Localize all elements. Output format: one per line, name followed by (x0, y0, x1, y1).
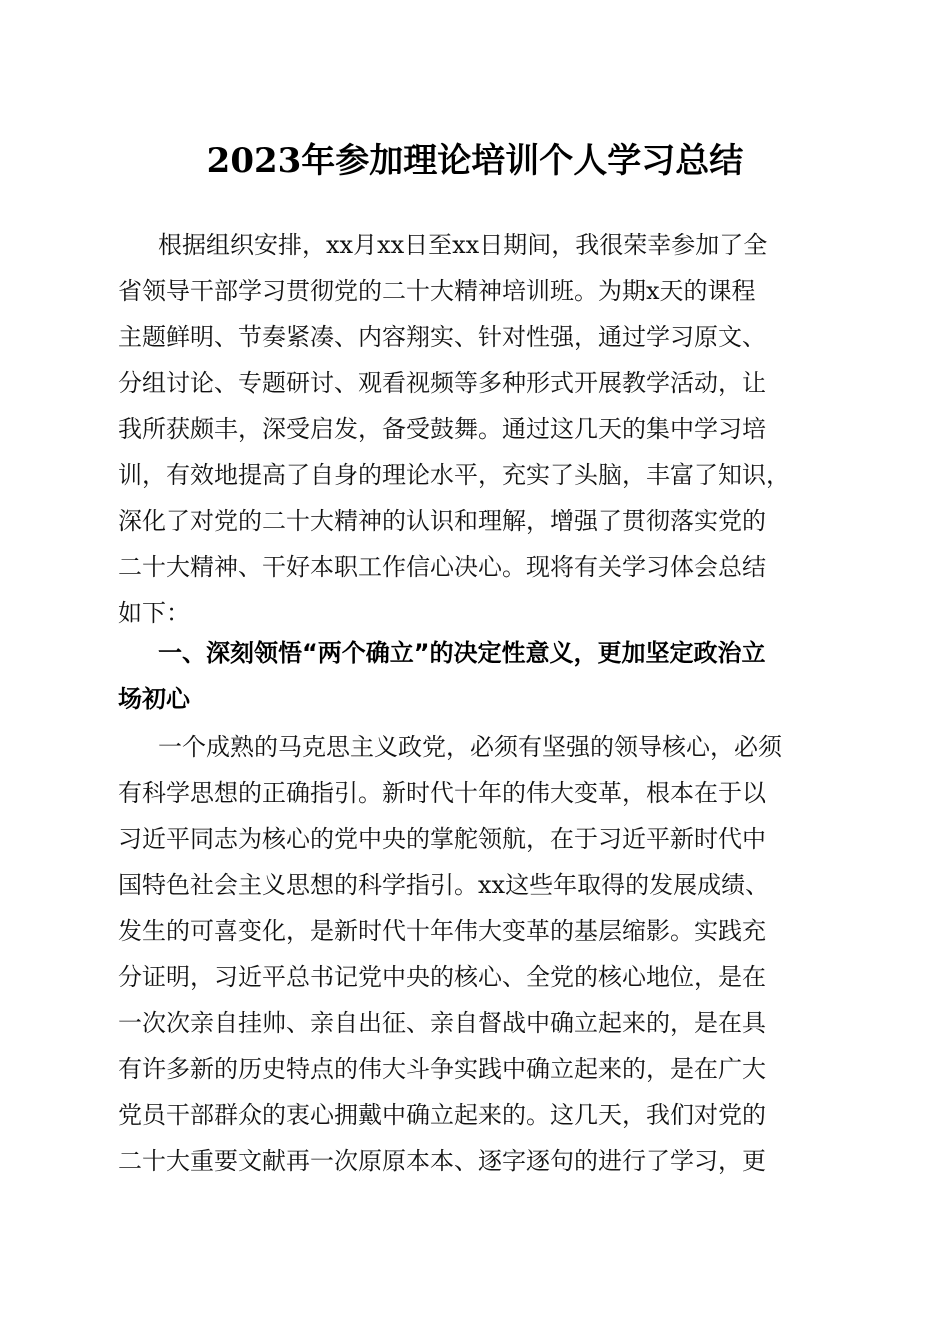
paragraph-line: 习近平同志为核心的党中央的掌舵领航，在于习近平新时代中 (118, 825, 766, 853)
paragraph-line: 省领导干部学习贯彻党的二十大精神培训班。为期x天的课程 (118, 277, 756, 305)
paragraph-line: 有科学思想的正确指引。新时代十年的伟大变革，根本在于以 (118, 779, 766, 807)
paragraph-line: 分组讨论、专题研讨、观看视频等多种形式开展教学活动，让 (118, 369, 766, 397)
paragraph-line: 二十大重要文献再一次原原本本、逐字逐句的进行了学习，更 (118, 1147, 766, 1175)
heading-line: 一、深刻领悟“两个确立”的决定性意义，更加坚定政治立 (158, 639, 766, 667)
paragraph-line: 国特色社会主义思想的科学指引。xx这些年取得的发展成绩、 (118, 871, 770, 899)
paragraph-line: 二十大精神、干好本职工作信心决心。现将有关学习体会总结 (118, 553, 766, 581)
paragraph-line: 根据组织安排，xx月xx日至xx日期间，我很荣幸参加了全 (158, 231, 768, 259)
paragraph-line: 分证明，习近平总书记党中央的核心、全党的核心地位，是在 (118, 963, 766, 991)
paragraph-line: 有许多新的历史特点的伟大斗争实践中确立起来的，是在广大 (118, 1055, 766, 1083)
paragraph-line: 主题鲜明、节奏紧凑、内容翔实、针对性强，通过学习原文、 (118, 323, 766, 351)
section-paragraph (118, 724, 838, 1184)
paragraph-line: 发生的可喜变化，是新时代十年伟大变革的基层缩影。实践充 (118, 917, 766, 945)
document-title: 2023年参加理论培训个人学习总结 (206, 141, 744, 181)
paragraph-line: 如下： (118, 599, 190, 627)
paragraph-line: 党员干部群众的衷心拥戴中确立起来的。这几天，我们对党的 (118, 1101, 766, 1129)
section-heading (118, 630, 838, 722)
paragraph-line: 训，有效地提高了自身的理论水平，充实了头脑，丰富了知识， (118, 461, 790, 489)
paragraph-line: 我所获颇丰，深受启发，备受鼓舞。通过这几天的集中学习培 (118, 415, 766, 443)
paragraph-line: 一个成熟的马克思主义政党，必须有坚强的领导核心，必须 (158, 733, 782, 761)
intro-paragraph (118, 222, 838, 636)
heading-line: 场初心 (118, 685, 190, 713)
paragraph-line: 深化了对党的二十大精神的认识和理解，增强了贯彻落实党的 (118, 507, 766, 535)
paragraph-line: 一次次亲自挂帅、亲自出征、亲自督战中确立起来的，是在具 (118, 1009, 766, 1037)
